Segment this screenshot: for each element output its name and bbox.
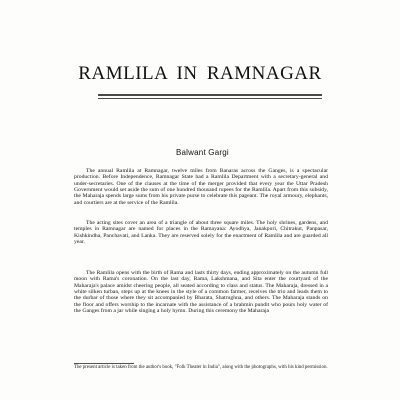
title-rule-thick (98, 94, 322, 96)
footnote-divider (74, 363, 134, 364)
paragraph-3 (74, 270, 328, 314)
article-title: RAMLILA IN RAMNAGAR (78, 63, 322, 84)
paragraph-1-text: The annual Ramlila at Ramnagar, twelve miles from Banaras across the Ganges, is a spectacular production. Before Independence, Ramnagar State had a Ramlila Department with a secretary-general and under-secretaries. One of the clauses at the time of the merger provided that every year the Uttar Pradesh Government would set aside the sum of one hundred thousand rupees for the Ramlila. Apart from this subsidy, the Maharaja spends large sums from his private purse to celebrate this pageant. The royal armoury, elephants, and courtiers are at the service of the Ramlila. (74, 168, 328, 206)
paragraph-2-text: The acting sites cover an area of a triangle of about three square miles. The holy shrines, gardens, and temples in Ramnagar are named for places in the Ramayana: Ayodhya, Janakpuri, Chitrakut, Panpasar, Kishkindha, Panchavati, and Lanka. They are reserved solely for the enactment of Ramlila and are guarded all year. (74, 220, 328, 246)
paragraph-2 (74, 220, 328, 245)
paragraph-3-text: The Ramlila opens with the birth of Rama and lasts thirty days, ending approximately on the autumn full moon with Rama's coronation. On the last day, Rama, Lakshmana, and Sita enter the courtyard of the Maharaja's palace amidst cheering people, all seated according to class and status. The Maharaja, dressed in a white silken turban, steps up at the knees in the style of a common farmer, receives the trio and leads them to the durbar of those where they sit accompanied by Bharata, Shatrughna, and others. The Maharaja stands on the floor and offers worship to the incarnate with the assistance of a brahmin pundit who pours holy water of the Ganges from a jar while singing a holy hymn. During this ceremony the Maharaja (74, 270, 328, 315)
footnote: The present article is taken from the author's book, "Folk Theater in India", along with the photographs, with his kind permission. (74, 365, 328, 370)
paragraph-1 (74, 168, 328, 206)
title-rule-thin (98, 98, 322, 99)
author-name: Balwant Gargi (176, 148, 229, 157)
